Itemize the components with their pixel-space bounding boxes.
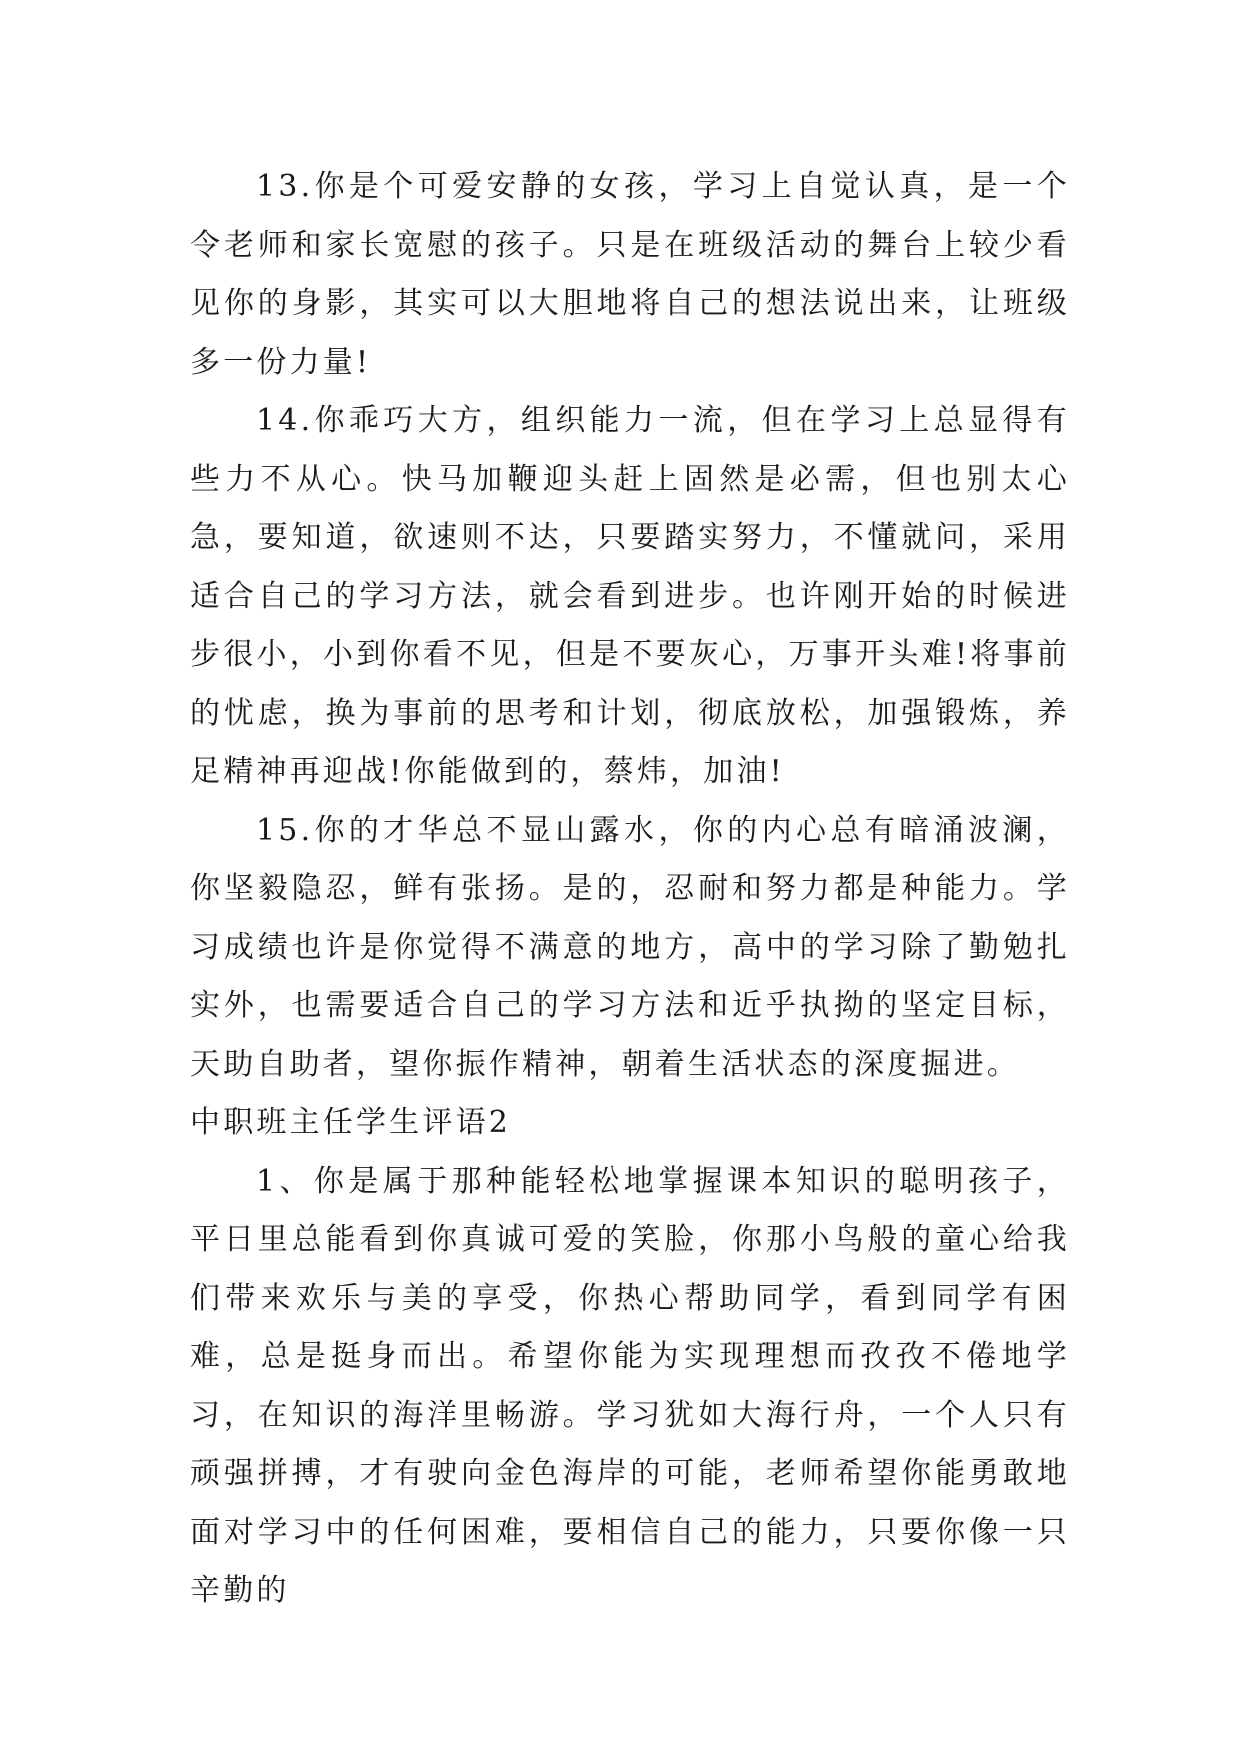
document-body [190, 158, 1070, 1621]
paragraph-1: 1、你是属于那种能轻松地掌握课本知识的聪明孩子，平日里总能看到你真诚可爱的笑脸，你那小鸟般的童心给我们带来欢乐与美的享受，你热心帮助同学，看到同学有困难，总是挺身而出。希望你能为实现理想而孜孜不倦地学习，在知识的海洋里畅游。学习犹如大海行舟，一个人只有顽强拼搏，才有驶向金色海岸的可能，老师希望你能勇敢地面对学习中的任何困难，要相信自己的能力，只要你像一只辛勤的 [190, 1163, 1070, 1608]
paragraph-14: 14.你乖巧大方，组织能力一流，但在学习上总显得有些力不从心。快马加鞭迎头赶上固然是必需，但也别太心急，要知道，欲速则不达，只要踏实努力，不懂就问，采用适合自己的学习方法，就会看到进步。也许刚开始的时候进步很小，小到你看不见，但是不要灰心，万事开头难!将事前的忧虑，换为事前的思考和计划，彻底放松，加强锻炼，养足精神再迎战!你能做到的，蔡炜，加油! [190, 403, 1070, 789]
paragraph-15: 15.你的才华总不显山露水，你的内心总有暗涌波澜，你坚毅隐忍，鲜有张扬。是的，忍耐和努力都是种能力。学习成绩也许是你觉得不满意的地方，高中的学习除了勤勉扎实外，也需要适合自己的学习方法和近乎执拗的坚定目标，天助自助者，望你振作精神，朝着生活状态的深度掘进。 [190, 812, 1070, 1082]
section-heading: 中职班主任学生评语2 [190, 1105, 512, 1140]
paragraph-13: 13.你是个可爱安静的女孩，学习上自觉认真，是一个令老师和家长宽慰的孩子。只是在班级活动的舞台上较少看见你的身影，其实可以大胆地将自己的想法说出来，让班级多一份力量! [190, 169, 1070, 380]
